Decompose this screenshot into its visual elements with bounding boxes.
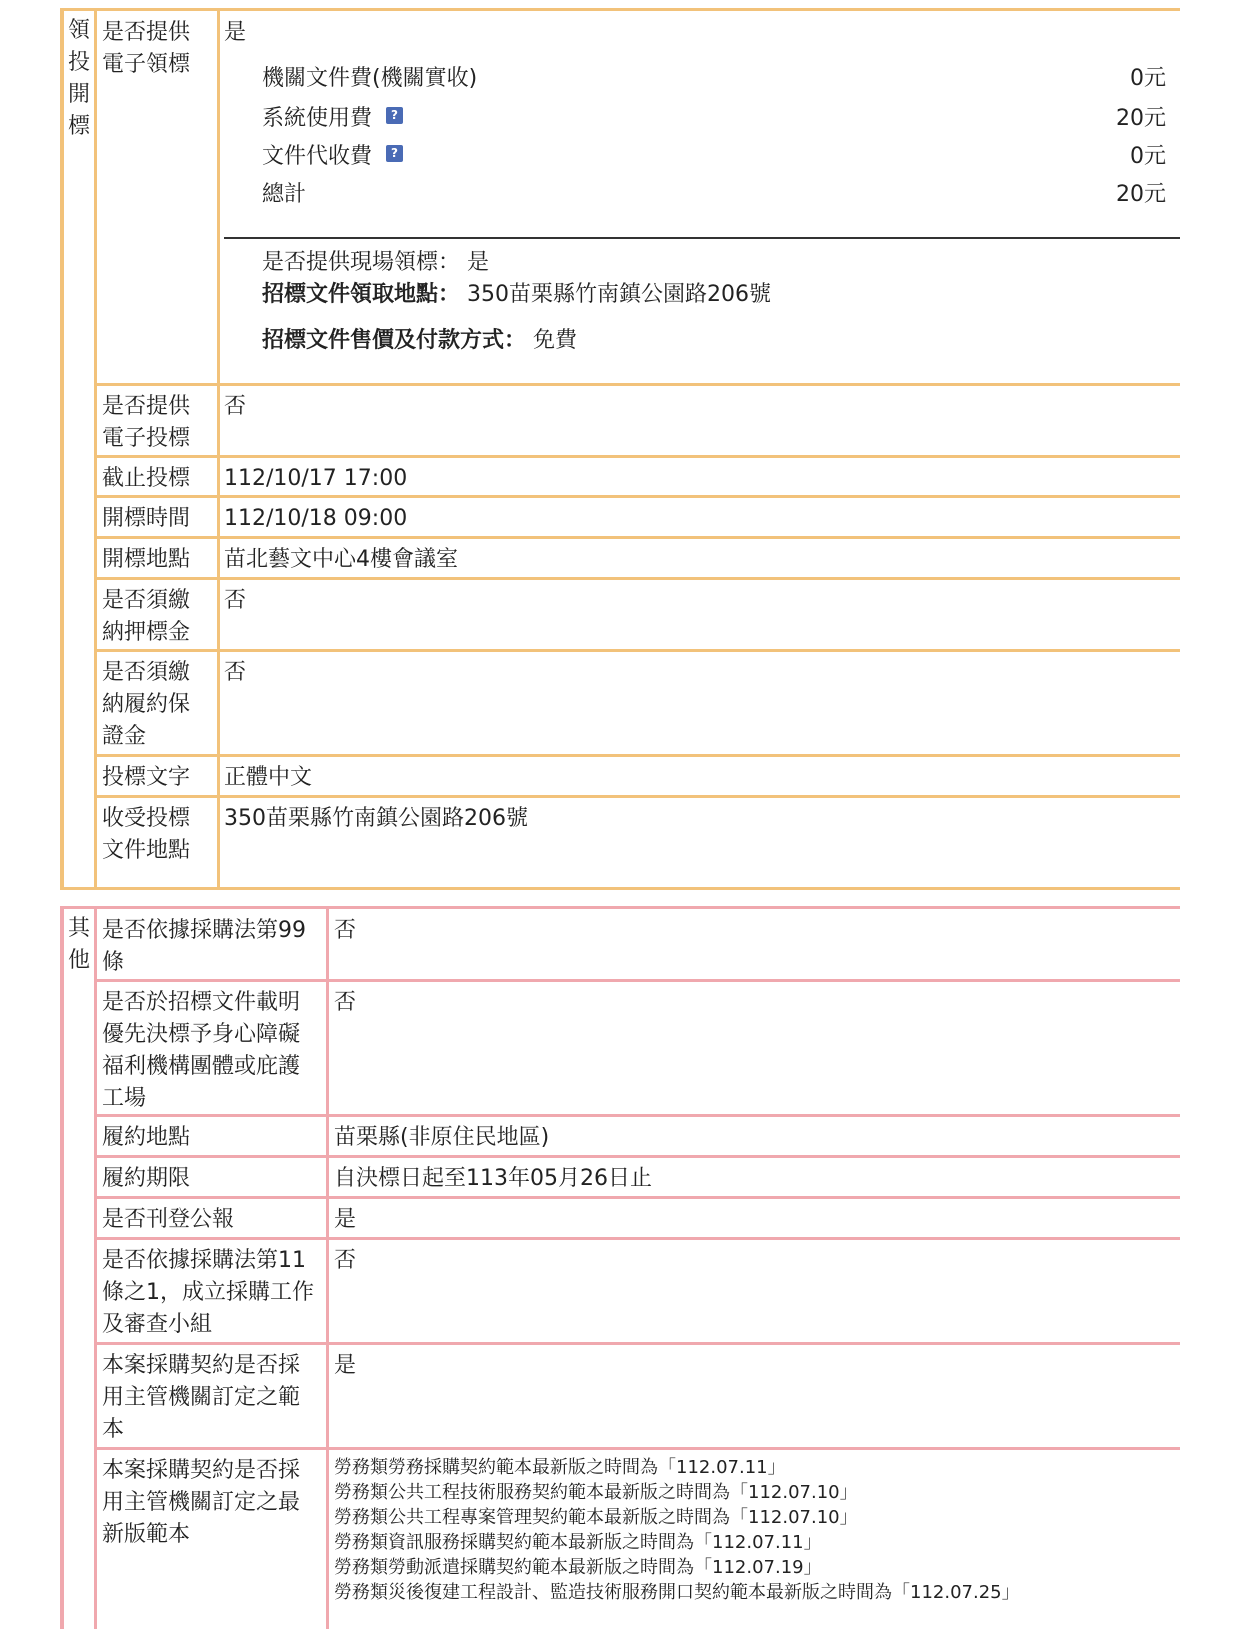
row-value-bid-language: 正體中文: [224, 765, 313, 790]
fee-amount: 0元: [1130, 144, 1166, 169]
row-label-bid-bond: 是否須繳納押標金: [102, 588, 191, 645]
row-label-contract-template: 本案採購契約是否採用主管機關訂定之範本: [102, 1353, 301, 1442]
template-version-item: 勞務類資訊服務採購契約範本最新版之時間為「112.07.11」: [334, 1532, 822, 1553]
template-version-list: [334, 1455, 1020, 1605]
row-divider: [94, 795, 1180, 798]
row-divider: [94, 1447, 1180, 1450]
pickup-address: 招標文件領取地點： 350苗栗縣竹南鎮公園路206號: [262, 282, 771, 307]
fee-name: 總計: [262, 182, 307, 207]
row-value-article-99: 否: [334, 918, 357, 943]
row-value-bid-deadline: 112/10/17 17:00: [224, 466, 408, 491]
row-value-gazette: 是: [334, 1207, 357, 1232]
row-label-opening-place: 開標地點: [102, 547, 191, 572]
section-side-label: 領投開標: [68, 18, 91, 139]
row-divider: [94, 1237, 1180, 1240]
row-divider: [94, 754, 1180, 757]
row-divider: [94, 455, 1180, 458]
row-divider: [94, 1155, 1180, 1158]
template-version-item: 勞務類災後復建工程設計、監造技術服務開口契約範本最新版之時間為「112.07.25」: [334, 1582, 1020, 1603]
row-divider: [94, 383, 1180, 386]
help-icon[interactable]: ?: [386, 107, 403, 124]
row-divider: [94, 1196, 1180, 1199]
row-divider: [94, 495, 1180, 498]
fee-divider: [224, 237, 1180, 239]
row-divider: [94, 536, 1180, 539]
help-icon[interactable]: ?: [386, 145, 403, 162]
row-label-bid-language: 投標文字: [102, 765, 191, 790]
row-value-e-bid-submit: 否: [224, 394, 247, 419]
template-version-item: 勞務類公共工程專案管理契約範本最新版之時間為「112.07.10」: [334, 1507, 858, 1528]
row-divider: [94, 649, 1180, 652]
row-label-performance-bond: 是否須繳納履約保證金: [102, 660, 191, 749]
row-label-latest-template: 本案採購契約是否採用主管機關訂定之最新版範本: [102, 1458, 301, 1547]
row-label-article-99: 是否依據採購法第99條: [102, 918, 306, 975]
row-value-disability-priority: 否: [334, 990, 357, 1015]
column-divider: [94, 909, 97, 1629]
row-divider: [94, 1342, 1180, 1345]
row-value-article-11-1: 否: [334, 1248, 357, 1273]
row-value-contract-template: 是: [334, 1353, 357, 1378]
fee-name: 系統使用費 ?: [262, 103, 403, 135]
row-label-opening-time: 開標時間: [102, 506, 191, 531]
row-value-bid-receipt-address: 350苗栗縣竹南鎮公園路206號: [224, 806, 528, 831]
row-divider: [94, 577, 1180, 580]
row-label-bid-receipt-address: 收受投標文件地點: [102, 806, 191, 863]
row-label-performance-place: 履約地點: [102, 1125, 191, 1150]
section-other: [60, 906, 1180, 1629]
document-price: 招標文件售價及付款方式： 免費: [262, 328, 578, 353]
row-label-article-11-1: 是否依據採購法第11條之1，成立採購工作及審查小組: [102, 1248, 314, 1337]
row-value-e-bidding-docs: 是: [224, 20, 247, 45]
row-label-disability-priority: 是否於招標文件載明優先決標予身心障礙福利機構團體或庇護工場: [102, 990, 301, 1111]
fee-name: 文件代收費 ?: [262, 141, 403, 173]
template-version-item: 勞務類勞務採購契約範本最新版之時間為「112.07.11」: [334, 1457, 786, 1478]
column-divider: [326, 909, 329, 1629]
row-value-bid-bond: 否: [224, 588, 247, 613]
row-value-opening-time: 112/10/18 09:00: [224, 506, 408, 531]
section-bid-opening: [60, 8, 1180, 890]
row-value-performance-period: 自決標日起至113年05月26日止: [334, 1166, 652, 1191]
row-value-opening-place: 苗北藝文中心4樓會議室: [224, 547, 458, 572]
fee-name: 機關文件費(機關實收): [262, 66, 478, 91]
fee-amount: 0元: [1130, 66, 1166, 91]
row-value-performance-place: 苗栗縣(非原住民地區): [334, 1125, 550, 1150]
row-label-gazette: 是否刊登公報: [102, 1207, 235, 1232]
row-value-performance-bond: 否: [224, 660, 247, 685]
fee-amount: 20元: [1116, 182, 1166, 207]
row-label-bid-deadline: 截止投標: [102, 466, 191, 491]
fee-amount: 20元: [1116, 106, 1166, 131]
row-label-performance-period: 履約期限: [102, 1166, 191, 1191]
row-label-e-bid-submit: 是否提供電子投標: [102, 394, 191, 451]
template-version-item: 勞務類勞動派遣採購契約範本最新版之時間為「112.07.19」: [334, 1557, 822, 1578]
template-version-item: 勞務類公共工程技術服務契約範本最新版之時間為「112.07.10」: [334, 1482, 858, 1503]
section-side-label: 其他: [68, 916, 91, 973]
onsite-pickup: 是否提供現場領標： 是: [262, 250, 490, 275]
row-divider: [94, 979, 1180, 982]
row-label-e-bidding-docs: 是否提供電子領標: [102, 20, 191, 77]
row-divider: [94, 1114, 1180, 1117]
